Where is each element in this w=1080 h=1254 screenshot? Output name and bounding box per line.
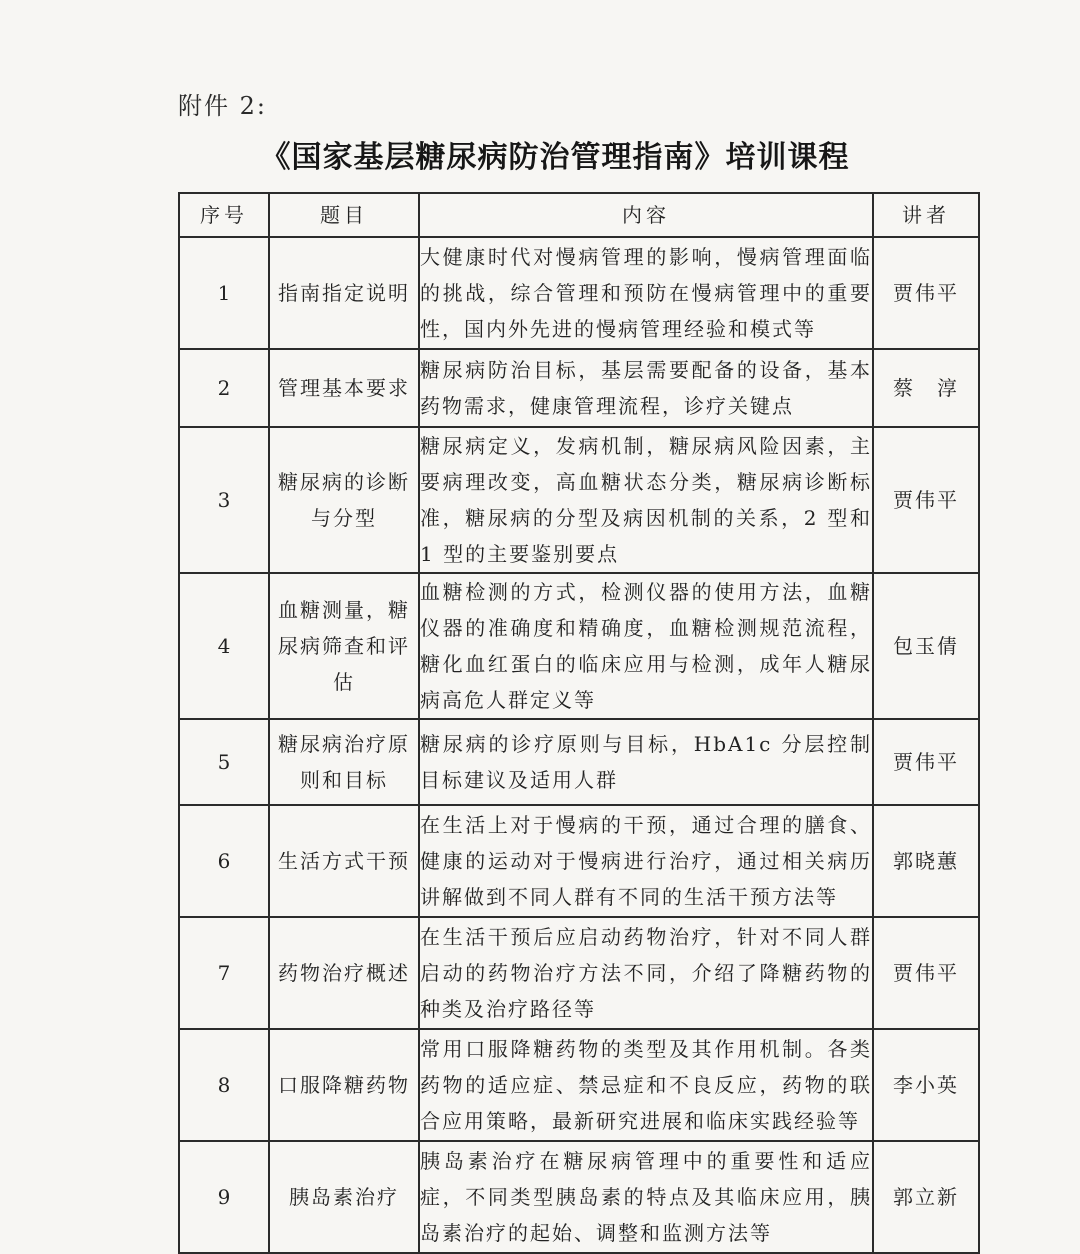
row-no: 2 [179,349,269,427]
row-no: 1 [179,237,269,349]
row-topic: 口服降糖药物 [269,1029,419,1141]
row-content: 胰岛素治疗在糖尿病管理中的重要性和适应症，不同类型胰岛素的特点及其临床应用，胰岛素治疗的起始、调整和监测方法等 [419,1141,873,1253]
row-content: 血糖检测的方式，检测仪器的使用方法，血糖仪器的准确度和精确度，血糖检测规范流程，糖化血红蛋白的临床应用与检测，成年人糖尿病高危人群定义等 [419,573,873,719]
table-row [179,573,979,719]
course-table [178,192,980,1254]
page-title: 《国家基层糖尿病防治管理指南》培训课程 [260,140,850,175]
table-row [179,719,979,805]
row-topic: 糖尿病治疗原则和目标 [269,719,419,805]
row-topic: 血糖测量，糖尿病筛查和评估 [269,573,419,719]
row-topic: 管理基本要求 [269,349,419,427]
row-content: 大健康时代对慢病管理的影响，慢病管理面临的挑战，综合管理和预防在慢病管理中的重要性，国内外先进的慢病管理经验和模式等 [419,237,873,349]
row-topic: 胰岛素治疗 [269,1141,419,1253]
row-content: 糖尿病防治目标，基层需要配备的设备，基本药物需求，健康管理流程，诊疗关键点 [419,349,873,427]
row-speaker: 贾伟平 [873,427,979,573]
table-row [179,1029,979,1141]
table-row [179,805,979,917]
row-no: 4 [179,573,269,719]
row-speaker: 包玉倩 [873,573,979,719]
row-no: 9 [179,1141,269,1253]
row-content: 糖尿病的诊疗原则与目标，HbA1c 分层控制目标建议及适用人群 [419,719,873,805]
row-speaker: 郭晓蕙 [873,805,979,917]
header-content: 内容 [419,193,873,237]
row-speaker: 蔡 淳 [873,349,979,427]
row-speaker: 贾伟平 [873,917,979,1029]
table-row [179,427,979,573]
row-no: 5 [179,719,269,805]
row-no: 8 [179,1029,269,1141]
header-speaker: 讲者 [873,193,979,237]
header-topic: 题目 [269,193,419,237]
row-no: 7 [179,917,269,1029]
row-topic: 指南指定说明 [269,237,419,349]
row-no: 3 [179,427,269,573]
table-row [179,237,979,349]
row-topic: 糖尿病的诊断与分型 [269,427,419,573]
row-topic: 药物治疗概述 [269,917,419,1029]
row-content: 在生活干预后应启动药物治疗，针对不同人群启动的药物治疗方法不同，介绍了降糖药物的种类及治疗路径等 [419,917,873,1029]
row-topic: 生活方式干预 [269,805,419,917]
header-no: 序号 [179,193,269,237]
row-content: 常用口服降糖药物的类型及其作用机制。各类药物的适应症、禁忌症和不良反应，药物的联合应用策略，最新研究进展和临床实践经验等 [419,1029,873,1141]
table-row [179,1141,979,1253]
row-no: 6 [179,805,269,917]
row-content: 糖尿病定义，发病机制，糖尿病风险因素，主要病理改变，高血糖状态分类，糖尿病诊断标准，糖尿病的分型及病因机制的关系，2 型和 1 型的主要鉴别要点 [419,427,873,573]
row-speaker: 郭立新 [873,1141,979,1253]
row-speaker: 贾伟平 [873,237,979,349]
row-speaker: 李小英 [873,1029,979,1141]
row-content: 在生活上对于慢病的干预，通过合理的膳食、健康的运动对于慢病进行治疗，通过相关病历讲解做到不同人群有不同的生活干预方法等 [419,805,873,917]
table-row [179,349,979,427]
table-row [179,917,979,1029]
row-speaker: 贾伟平 [873,719,979,805]
table-header-row [179,193,979,237]
attachment-label: 附件 2: [178,92,267,120]
